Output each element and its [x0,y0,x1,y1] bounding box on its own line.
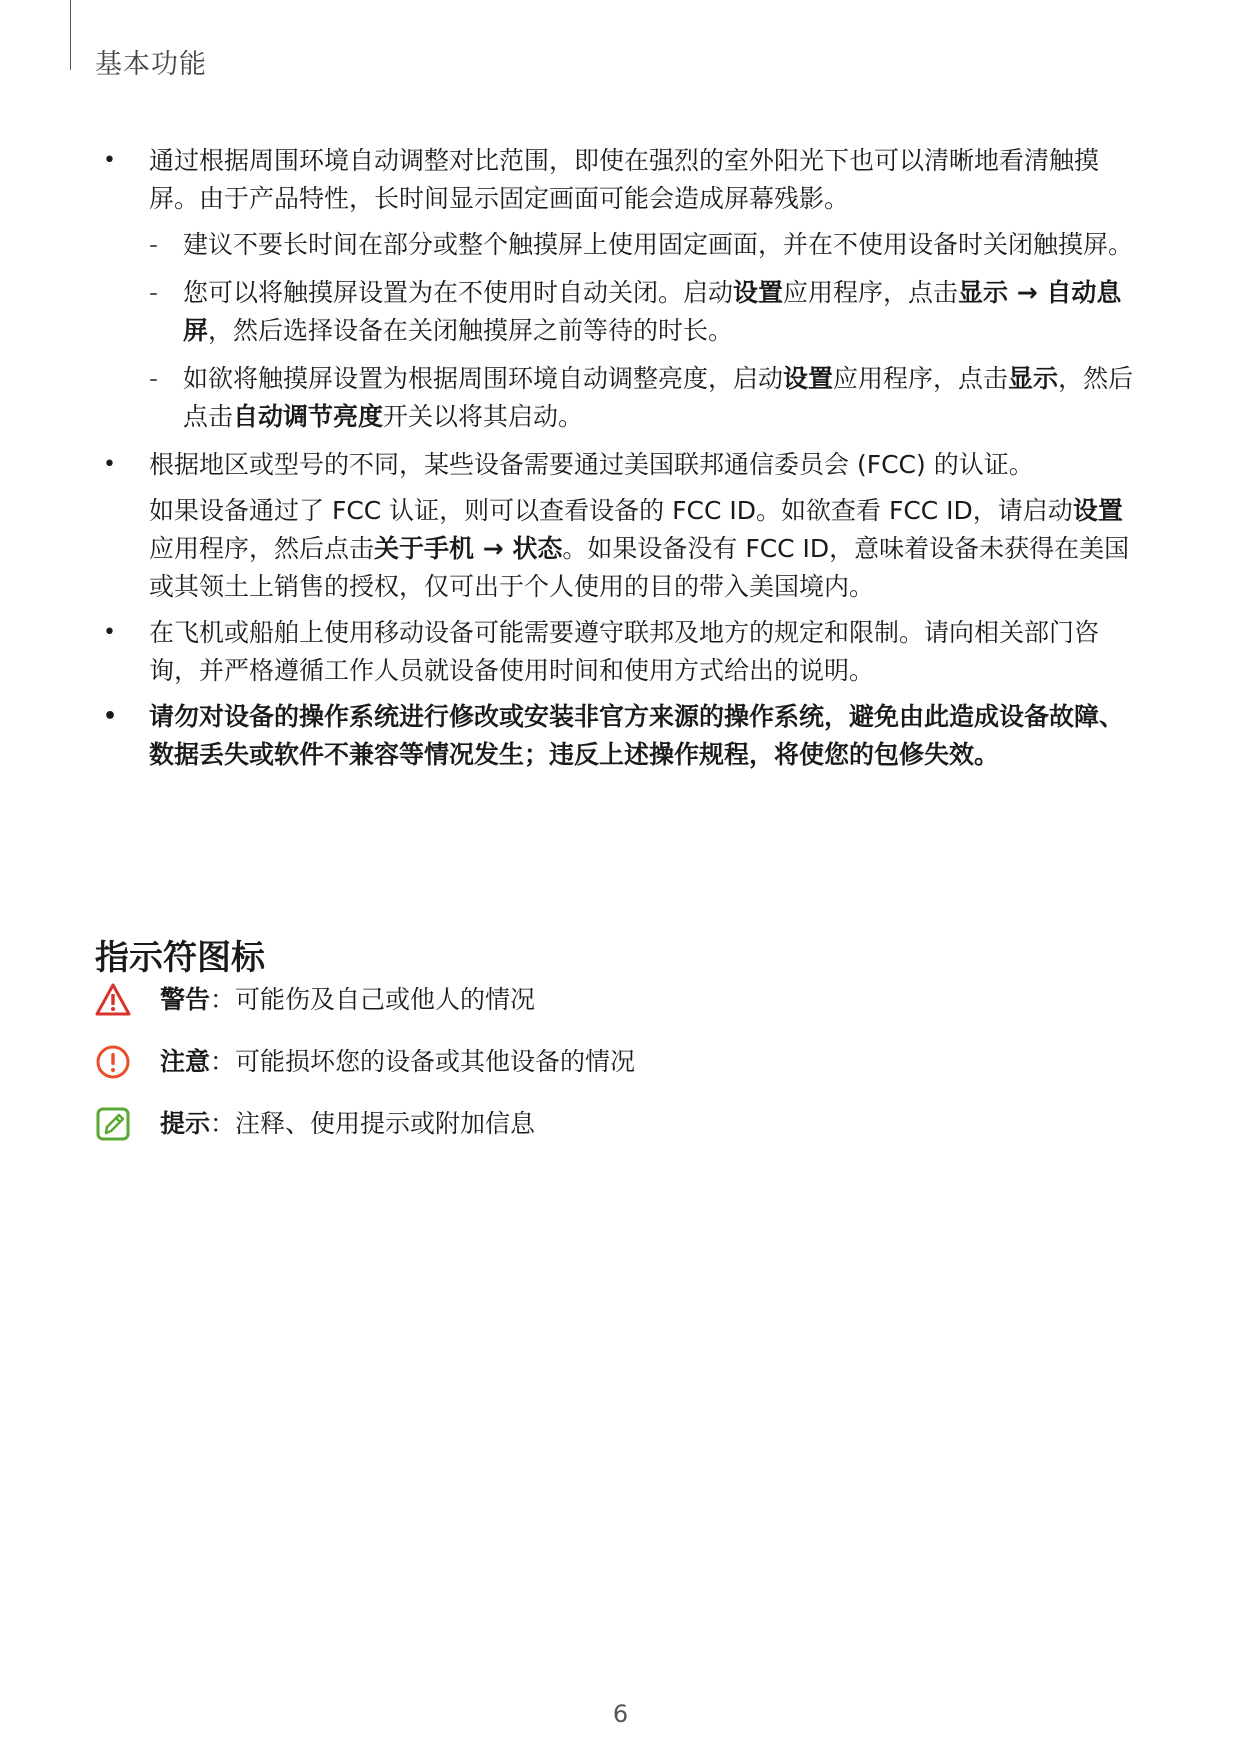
sub-text: 应用程序，点击 [833,364,1009,393]
sub-text: 建议不要长时间在部分或整个触摸屏上使用固定画面，并在不使用设备时关闭触摸屏。 [183,230,1134,259]
legend-warning [95,980,995,1020]
sub-item-auto-brightness [95,360,1145,436]
sub-dash: - [149,230,159,259]
sub-dash: - [149,364,159,393]
fcc-paragraph [95,492,1145,606]
bullet-os-warning [95,698,1145,774]
sub-item-fixed-image [95,226,1145,264]
bold-auto-brightness: 自动调节亮度 [233,402,384,431]
bold-settings: 设置 [1072,496,1123,525]
sub-text: 您可以将触摸屏设置为在不使用时自动关闭。启动 [183,278,734,307]
bullet-text: 请勿对设备的操作系统进行修改或安装非官方来源的操作系统，避免由此造成设备故障、数据丢失或软件不兼容等情况发生；违反上述操作规程，将使您的包修失效。 [149,702,1125,769]
legend-label: 警告 [160,985,211,1014]
bold-about-phone-status: 关于手机 → 状态 [374,534,563,563]
sub-text: 如欲将触摸屏设置为根据周围环境自动调整亮度，启动 [183,364,784,393]
pen-note-icon [95,1106,131,1142]
legend-text [160,1104,535,1144]
legend-text [160,1042,635,1082]
legend-desc: ：可能损坏您的设备或其他设备的情况 [210,1047,636,1076]
legend-label: 提示 [160,1109,211,1138]
bold-settings: 设置 [733,278,784,307]
bold-display: 显示 [1008,364,1059,393]
warning-triangle-icon [95,982,131,1018]
para-text: 。如果设备没有 FCC ID，意味着设备未获得在美国或其领土上销售的授权，仅可出于个人使用的目的带入美国境内。 [149,534,1130,601]
para-text: 如果设备通过了 FCC 认证，则可以查看设备的 FCC ID。如欲查看 FCC ID，请启动 [149,496,1073,525]
legend-caution [95,1042,995,1082]
page-number: 6 [612,1700,629,1728]
sub-item-auto-off [95,274,1145,350]
bold-settings: 设置 [783,364,834,393]
main-content [95,142,1145,782]
bullet-contrast [95,142,1145,218]
bullet-aircraft [95,614,1145,690]
bullet-dot: • [103,452,116,477]
bullet-dot: • [103,704,118,729]
legend-desc: ：可能伤及自己或他人的情况 [210,985,536,1014]
header-title: 基本功能 [95,49,207,80]
legend-note [95,1104,995,1144]
bullet-text: 通过根据周围环境自动调整对比范围，即使在强烈的室外阳光下也可以清晰地看清触摸屏。由于产品特性，长时间显示固定画面可能会造成屏幕残影。 [149,146,1100,213]
section-title: 指示符图标 [95,938,265,978]
sub-text: ，然后选择设备在关闭触摸屏之前等待的时长。 [208,316,734,345]
exclamation-circle-icon [95,1044,131,1080]
bullet-text: 在飞机或船舶上使用移动设备可能需要遵守联邦及地方的规定和限制。请向相关部门咨询，并严格遵循工作人员就设备使用时间和使用方式给出的说明。 [149,618,1100,685]
bullet-fcc [95,446,1145,484]
sub-dash: - [149,278,159,307]
sub-text: 应用程序，点击 [783,278,959,307]
sub-text: 开关以将其启动。 [383,402,584,431]
legend-label: 注意 [160,1047,211,1076]
legend-desc: ：注释、使用提示或附加信息 [210,1109,536,1138]
para-text: 应用程序，然后点击 [149,534,375,563]
sub-text: ，然后点击 [183,364,1134,431]
bullet-dot: • [103,620,116,645]
header-divider [70,0,71,70]
bold-display-screen-timeout: 显示 → 自动息屏 [183,278,1122,345]
bullet-text: 根据地区或型号的不同，某些设备需要通过美国联邦通信委员会 (FCC) 的认证。 [149,450,1034,479]
legend-text [160,980,535,1020]
bullet-dot: • [103,148,116,173]
